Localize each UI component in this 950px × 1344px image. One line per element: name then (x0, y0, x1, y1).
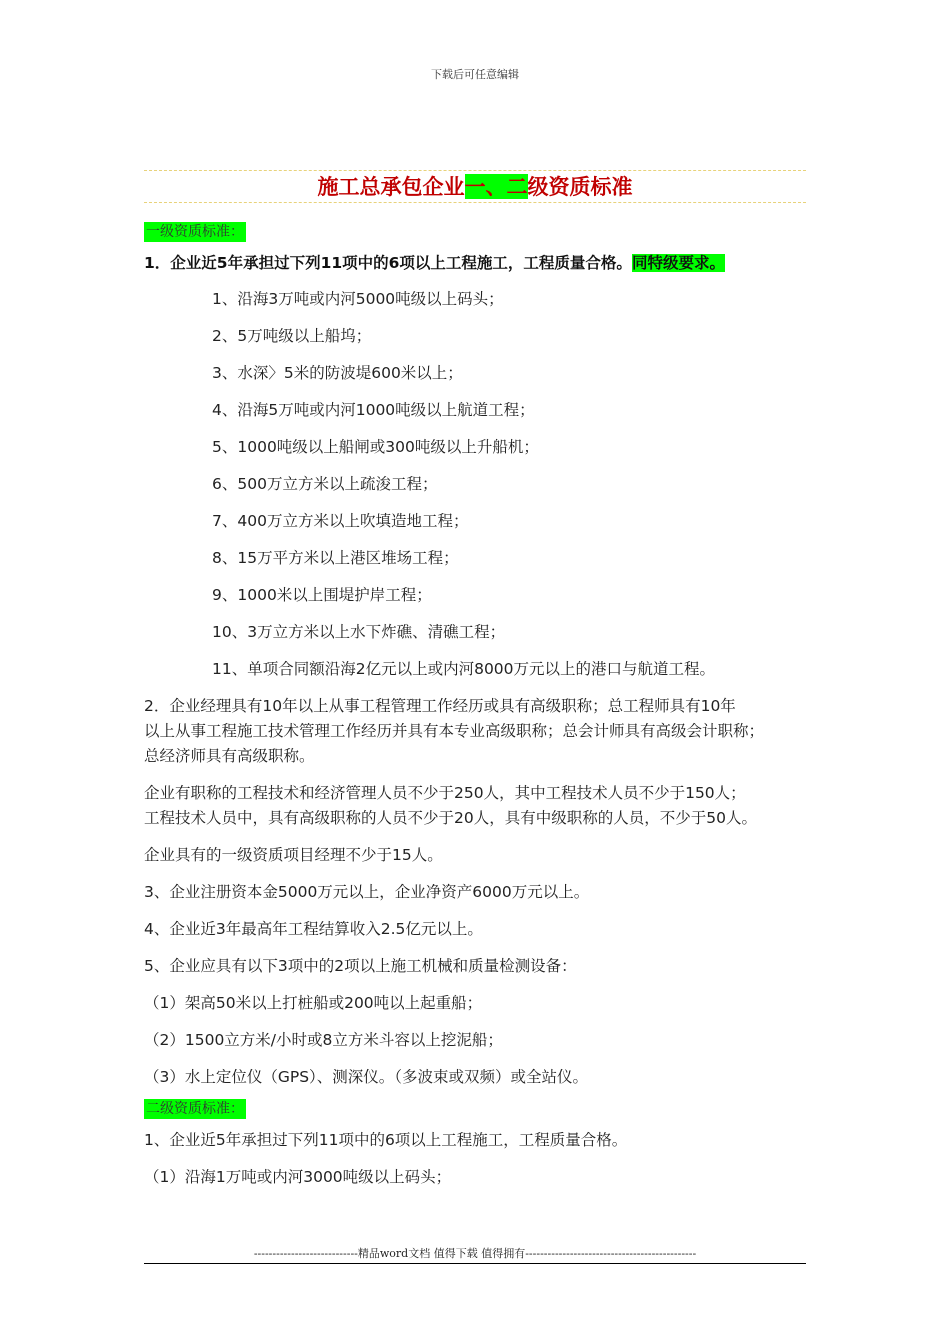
footer-rule (144, 1263, 806, 1264)
paragraph-staff (144, 781, 806, 831)
list-item: 2、5万吨级以上船坞； (212, 327, 372, 345)
list-item: （3）水上定位仪（GPS）、测深仪。（多波束或双频）或全站仪。 (144, 1068, 589, 1086)
paragraph-management (144, 694, 806, 769)
section-1-label: 一级资质标准： (146, 224, 244, 240)
document-title (144, 171, 806, 202)
list-item: 7、400万立方米以上吹填造地工程； (212, 512, 469, 530)
title-highlight: 一、二 (464, 174, 528, 199)
title-part-1: 施工总承包企业 (317, 174, 465, 199)
list-item: （1）架高50米以上打桩船或200吨以上起重船； (144, 994, 483, 1012)
title-part-3: 级资质标准 (527, 174, 633, 199)
list-item: 1、沿海3万吨或内河5000吨级以上码头； (212, 290, 504, 308)
list-item: 4、沿海5万吨或内河1000吨级以上航道工程； (212, 401, 535, 419)
list-item: 5、1000吨级以上船闸或300吨级以上升船机； (212, 438, 539, 456)
paragraph-project-managers: 企业具有的一级资质项目经理不少于15人。 (144, 846, 443, 864)
paragraph-line: 2．企业经理具有10年以上从事工程管理工作经历或具有高级职称；总工程师具有10年 (144, 697, 736, 715)
list-item: 10、3万立方米以上水下炸礁、清礁工程； (212, 623, 506, 641)
list-item: 9、1000米以上围堤护岸工程； (212, 586, 432, 604)
paragraph-equipment: 5、企业应具有以下3项中的2项以上施工机械和质量检测设备： (144, 957, 577, 975)
section-2-label: 二级资质标准： (146, 1101, 244, 1117)
page-footer: ----------------------------精品word文档 值得下载 值得拥有---------------------------------------------- (253, 1247, 697, 1260)
section-1-item-1-text: 1．企业近5年承担过下列11项中的6项以上工程施工，工程质量合格。 (144, 254, 632, 272)
list-item: 3、水深〉5米的防波堤600米以上； (212, 364, 463, 382)
title-block (144, 170, 806, 203)
document-body (144, 222, 806, 1190)
section-1-item-1 (144, 251, 806, 276)
paragraph-line: 以上从事工程施工技术管理工作经历并具有本专业高级职称；总会计师具有高级会计职称； (144, 722, 765, 740)
paragraph-line: 总经济师具有高级职称。 (144, 747, 315, 765)
paragraph-capital: 3、企业注册资本金5000万元以上，企业净资产6000万元以上。 (144, 883, 590, 901)
section-2-sub-1: （1）沿海1万吨或内河3000吨级以上码头； (144, 1168, 452, 1186)
equipment-list (144, 991, 806, 1090)
title-bottom-rule (144, 202, 806, 203)
section-2-item-1: 1、企业近5年承担过下列11项中的6项以上工程施工，工程质量合格。 (144, 1131, 628, 1149)
list-item: （2）1500立方米/小时或8立方米斗容以上挖泥船； (144, 1031, 503, 1049)
list-item: 6、500万立方米以上疏浚工程； (212, 475, 438, 493)
paragraph-revenue: 4、企业近3年最高年工程结算收入2.5亿元以上。 (144, 920, 483, 938)
list-item: 8、15万平方米以上港区堆场工程； (212, 549, 459, 567)
list-item: 11、单项合同额沿海2亿元以上或内河8000万元以上的港口与航道工程。 (212, 660, 716, 678)
paragraph-line: 工程技术人员中，具有高级职称的人员不少于20人，具有中级职称的人员，不少于50人。 (144, 809, 757, 827)
section-1-item-1-highlight: 同特级要求。 (631, 254, 725, 272)
page-header: 下载后可任意编辑 (431, 68, 519, 81)
project-list (144, 287, 806, 682)
paragraph-line: 企业有职称的工程技术和经济管理人员不少于250人，其中工程技术人员不少于150人； (144, 784, 746, 802)
